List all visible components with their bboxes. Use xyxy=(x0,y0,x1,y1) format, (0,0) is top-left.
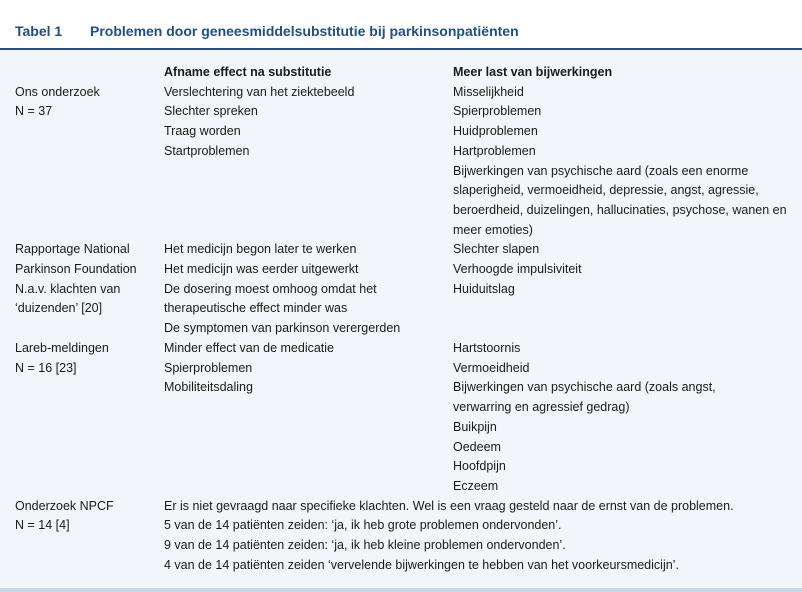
row-effect xyxy=(164,240,449,339)
table-label: Tabel 1 xyxy=(15,23,63,39)
effect-item: Minder effect van de medicatie xyxy=(164,341,335,355)
source-line: N.a.v. klachten van xyxy=(15,281,121,296)
side-effect-item: Verhoogde impulsiviteit xyxy=(453,262,582,276)
effect-item: Mobiliteitsdaling xyxy=(164,380,253,395)
row-source xyxy=(15,83,160,122)
column-header-effect: Afname effect na substitutie xyxy=(164,65,332,79)
row-side-effects xyxy=(453,240,793,299)
row-effect xyxy=(164,339,449,398)
side-effect-item: Oedeem xyxy=(453,439,501,454)
side-effect-item: Bijwerkingen van psychische aard (zoals angst, verwarring en agressief gedrag) xyxy=(453,380,716,415)
effect-item: Slechter spreken xyxy=(164,104,258,119)
side-effect-item: Misselijkheid xyxy=(453,84,524,99)
side-effect-item: Hartstoornis xyxy=(453,341,521,355)
side-effect-item: Hartproblemen xyxy=(453,143,536,158)
bottom-divider xyxy=(0,588,802,592)
source-line: Parkinson Foundation xyxy=(15,262,137,276)
source-line: Rapportage National xyxy=(15,242,130,257)
combined-line: 5 van de 14 patiënten zeiden: ‘ja, ik heb grote problemen ondervonden’. xyxy=(164,518,562,533)
source-line: N = 37 xyxy=(15,104,53,119)
source-line: Onderzoek NPCF xyxy=(15,498,114,513)
effect-item: Spierproblemen xyxy=(164,360,253,375)
row-source xyxy=(15,240,160,319)
effect-item: Traag worden xyxy=(164,124,241,139)
table-header xyxy=(0,0,802,50)
row-source xyxy=(15,497,160,536)
row-effect xyxy=(164,83,449,162)
row-side-effects xyxy=(453,339,793,497)
side-effect-item: Huiduitslag xyxy=(453,281,515,296)
effect-item: Verslechtering van het ziektebeeld xyxy=(164,84,355,99)
effect-item: Het medicijn begon later te werken xyxy=(164,242,357,257)
side-effect-item: Slechter slapen xyxy=(453,242,540,257)
combined-line: Er is niet gevraagd naar specifieke klachten. Wel is een vraag gesteld naar de ernst van de problemen. xyxy=(164,498,734,513)
source-line: Ons onderzoek xyxy=(15,84,100,99)
side-effect-item: Eczeem xyxy=(453,478,499,493)
source-line: N = 16 [23] xyxy=(15,360,77,375)
column-header-side-effects: Meer last van bijwerkingen xyxy=(453,65,613,79)
source-line: N = 14 [4] xyxy=(15,518,70,533)
combined-line: 4 van de 14 patiënten zeiden ‘vervelende bijwerkingen te hebben van het voorkeursmedicijn’. xyxy=(164,557,679,572)
effect-item: De dosering moest omhoog omdat het therapeutische effect minder was xyxy=(164,281,377,316)
side-effect-item: Buikpijn xyxy=(453,419,497,434)
combined-line: 9 van de 14 patiënten zeiden: ‘ja, ik heb kleine problemen ondervonden’. xyxy=(164,538,566,552)
row-side-effects xyxy=(453,83,793,241)
effect-item: Het medicijn was eerder uitgewerkt xyxy=(164,262,359,276)
side-effect-item: Huidproblemen xyxy=(453,124,538,139)
side-effect-item: Bijwerkingen van psychische aard (zoals een enorme slaperigheid, vermoeidheid, depressie, angst, agressie, beroerdheid, duizelingen, hallucinaties, psychose, wanen en meer emoties) xyxy=(453,163,787,237)
effect-item: Startproblemen xyxy=(164,143,250,158)
side-effect-item: Hoofdpijn xyxy=(453,459,506,474)
row-source xyxy=(15,339,160,378)
side-effect-item: Spierproblemen xyxy=(453,104,542,119)
table-title: Problemen door geneesmiddelsubstitutie bij parkinsonpatiënten xyxy=(90,23,519,39)
side-effect-item: Vermoeidheid xyxy=(453,360,530,375)
source-line: ‘duizenden’ [20] xyxy=(15,301,103,316)
source-line: Lareb-meldingen xyxy=(15,341,109,355)
row-combined xyxy=(164,497,794,576)
effect-item: De symptomen van parkinson verergerden xyxy=(164,321,401,336)
